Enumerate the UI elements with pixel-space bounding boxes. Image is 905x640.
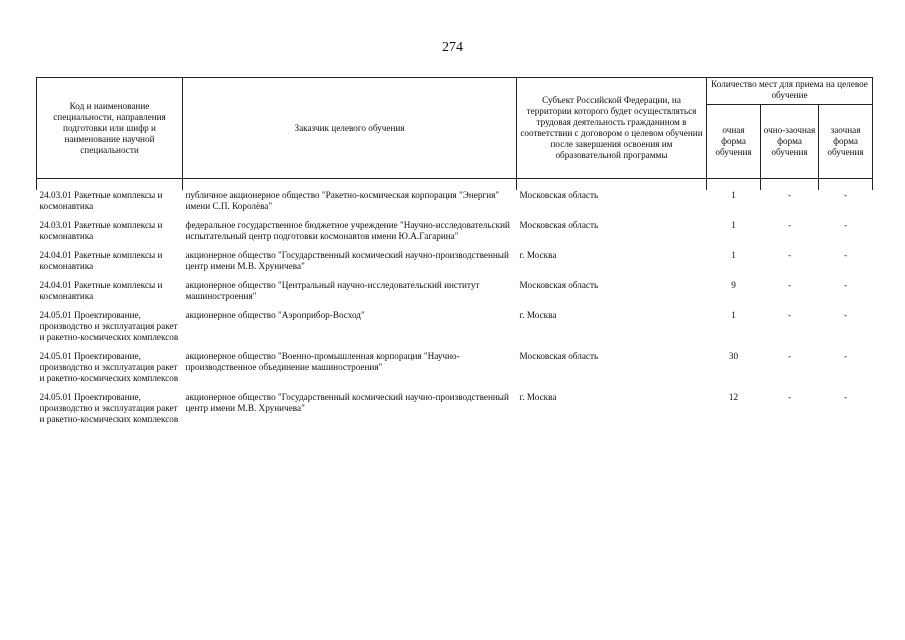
header-subject: Субъект Российской Федерации, на территории которого будет осуществляться трудовая деятельность гражданином в соответствии с договором о целевом обучении после завершения освоения им образовательной программы xyxy=(517,78,707,179)
cell-code: 24.05.01 Проектирование, производство и эксплуатация ракет и ракетно-космических комплексов xyxy=(39,392,179,424)
table-row xyxy=(37,310,873,351)
cell-code: 24.03.01 Ракетные комплексы и космонавтика xyxy=(39,190,163,211)
cell-code: 24.05.01 Проектирование, производство и эксплуатация ракет и ракетно-космических комплексов xyxy=(39,310,179,342)
cell-part-time: - xyxy=(787,250,792,260)
cell-extramural: - xyxy=(843,250,848,260)
cell-full-time: 30 xyxy=(728,351,739,361)
cell-part-time: - xyxy=(787,351,792,361)
table-row xyxy=(37,220,873,250)
cell-full-time: 1 xyxy=(731,250,736,260)
cell-extramural: - xyxy=(843,220,848,230)
cell-code: 24.05.01 Проектирование, производство и эксплуатация ракет и ракетно-космических комплексов xyxy=(39,351,179,383)
header-code: Код и наименование специальности, направления подготовки или шифр и наименование научной специальности xyxy=(37,78,183,179)
cell-subject: Московская область xyxy=(519,280,599,290)
table-row xyxy=(37,351,873,392)
cell-part-time: - xyxy=(787,310,792,320)
cell-customer: акционерное общество "Государственный космический научно-производственный центр имени М.В. Хруничева" xyxy=(185,392,509,413)
cell-customer: акционерное общество "Государственный космический научно-производственный центр имени М.В. Хруничева" xyxy=(185,250,509,271)
cell-extramural: - xyxy=(843,280,848,290)
table-row xyxy=(37,250,873,280)
header-part-time: очно-заочная форма обучения xyxy=(761,105,819,179)
cell-customer: акционерное общество "Военно-промышленная корпорация "Научно-производственное объединение машиностроения" xyxy=(185,351,460,372)
cell-customer: федеральное государственное бюджетное учреждение "Научно-исследовательский испытательный центр подготовки космонавтов имени Ю.А.Гагарина" xyxy=(185,220,510,241)
header-spacer-row xyxy=(37,179,873,191)
cell-extramural: - xyxy=(843,190,848,200)
target-training-table xyxy=(36,77,873,453)
table-row xyxy=(37,190,873,220)
cell-code: 24.04.01 Ракетные комплексы и космонавтика xyxy=(39,280,163,301)
cell-part-time: - xyxy=(787,392,792,402)
cell-full-time: 1 xyxy=(731,310,736,320)
cell-extramural: - xyxy=(843,392,848,402)
header-full-time: очная форма обучения xyxy=(707,105,761,179)
cell-customer: публичное акционерное общество "Ракетно-космическая корпорация "Энергия" имени С.П. Королёва" xyxy=(185,190,500,211)
header-places: Количество мест для приема на целевое обучение xyxy=(707,78,873,105)
header-extramural: заочная форма обучения xyxy=(819,105,873,179)
table-header xyxy=(37,78,873,179)
cell-full-time: 1 xyxy=(731,190,736,200)
header-customer: Заказчик целевого обучения xyxy=(183,78,517,179)
table-body xyxy=(37,179,873,454)
cell-subject: г. Москва xyxy=(519,392,557,402)
cell-customer: акционерное общество "Центральный научно-исследовательский институт машиностроения" xyxy=(185,280,480,301)
cell-full-time: 12 xyxy=(728,392,739,402)
cell-code: 24.03.01 Ракетные комплексы и космонавтика xyxy=(39,220,163,241)
cell-part-time: - xyxy=(787,220,792,230)
cell-full-time: 1 xyxy=(731,220,736,230)
table-row xyxy=(37,392,873,453)
cell-subject: Московская область xyxy=(519,220,599,230)
cell-extramural: - xyxy=(843,310,848,320)
cell-code: 24.04.01 Ракетные комплексы и космонавтика xyxy=(39,250,163,271)
cell-part-time: - xyxy=(787,190,792,200)
cell-extramural: - xyxy=(843,351,848,361)
cell-subject: Московская область xyxy=(519,190,599,200)
cell-subject: Московская область xyxy=(519,351,599,361)
page-number: 274 xyxy=(442,40,463,55)
cell-part-time: - xyxy=(787,280,792,290)
cell-subject: г. Москва xyxy=(519,310,557,320)
table-row xyxy=(37,280,873,310)
cell-subject: г. Москва xyxy=(519,250,557,260)
cell-full-time: 9 xyxy=(731,280,736,290)
cell-customer: акционерное общество "Аэроприбор-Восход" xyxy=(185,310,365,320)
